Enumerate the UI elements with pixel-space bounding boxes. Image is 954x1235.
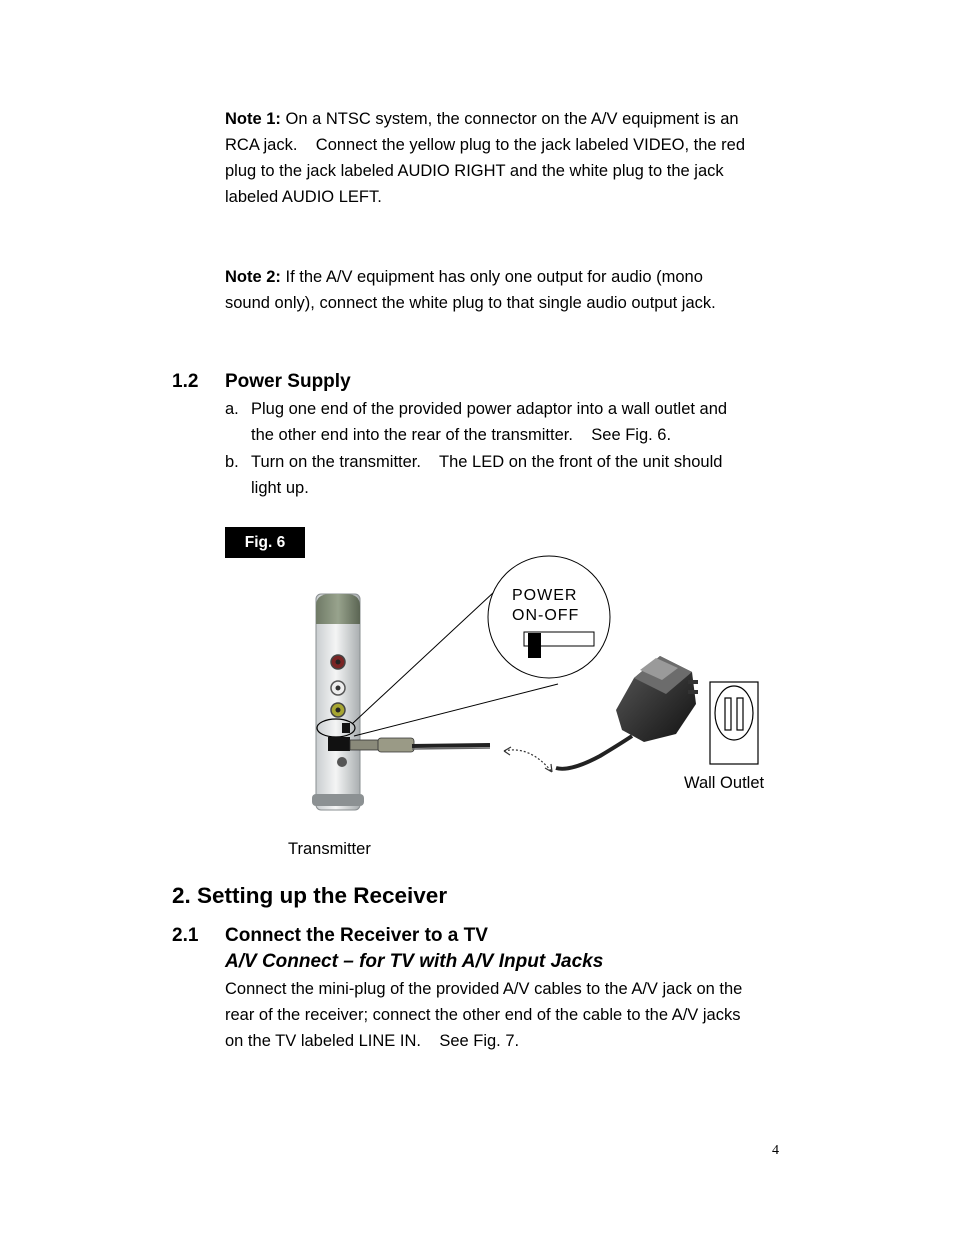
- section-2-1-title: Connect the Receiver to a TV: [225, 925, 488, 946]
- list-item-line: the other end into the rear of the transmitter. See Fig. 6.: [251, 426, 672, 444]
- note-2-line: If the A/V equipment has only one output for audio (mono: [280, 268, 703, 286]
- power-switch-label: [512, 586, 579, 626]
- note-1-line: plug to the jack labeled AUDIO RIGHT and the white plug to the jack: [225, 162, 724, 180]
- note-1-line: labeled AUDIO LEFT.: [225, 188, 382, 206]
- note-1-line: RCA jack. Connect the yellow plug to the jack labeled VIDEO, the red: [225, 136, 746, 154]
- section-1-2-title: Power Supply: [225, 371, 351, 392]
- list-item-line: Plug one end of the provided power adaptor into a wall outlet and: [251, 400, 728, 418]
- note-1: [225, 106, 825, 210]
- body-line: on the TV labeled LINE IN. See Fig. 7.: [225, 1032, 520, 1050]
- adapter-cable: [350, 736, 632, 772]
- page-number: 4: [772, 1143, 779, 1158]
- list-item-line: Turn on the transmitter. The LED on the front of the unit should: [251, 453, 723, 471]
- figure-label: Fig. 6: [225, 527, 305, 558]
- list-item: [251, 396, 811, 448]
- transmitter-device: [312, 594, 364, 810]
- power-adapter: [616, 656, 698, 742]
- body-line: Connect the mini-plug of the provided A/V cables to the A/V jack on the: [225, 980, 743, 998]
- wall-outlet: [710, 682, 758, 764]
- section-1-2-number: 1.2: [172, 371, 199, 392]
- note-1-label: Note 1:: [225, 110, 281, 128]
- wall-outlet-caption: Wall Outlet: [684, 774, 765, 792]
- power-label-line: POWER: [512, 587, 578, 604]
- note-2: [225, 264, 825, 316]
- power-label-line: ON-OFF: [512, 607, 580, 624]
- note-2-label: Note 2:: [225, 268, 281, 286]
- list-item-marker: b.: [225, 453, 239, 471]
- list-item: [251, 449, 811, 501]
- transmitter-caption: Transmitter: [288, 840, 371, 858]
- section-2-1-italic-title: A/V Connect – for TV with A/V Input Jacks: [225, 951, 604, 972]
- note-1-line: On a NTSC system, the connector on the A/V equipment is an: [280, 110, 739, 128]
- body-line: rear of the receiver; connect the other end of the cable to the A/V jacks: [225, 1006, 741, 1024]
- section-2-title: 2. Setting up the Receiver: [172, 883, 448, 908]
- section-2-1-body: [225, 976, 825, 1054]
- list-item-line: light up.: [251, 479, 309, 497]
- note-2-line: sound only), connect the white plug to that single audio output jack.: [225, 294, 716, 312]
- list-item-marker: a.: [225, 400, 239, 418]
- section-2-1-number: 2.1: [172, 925, 199, 946]
